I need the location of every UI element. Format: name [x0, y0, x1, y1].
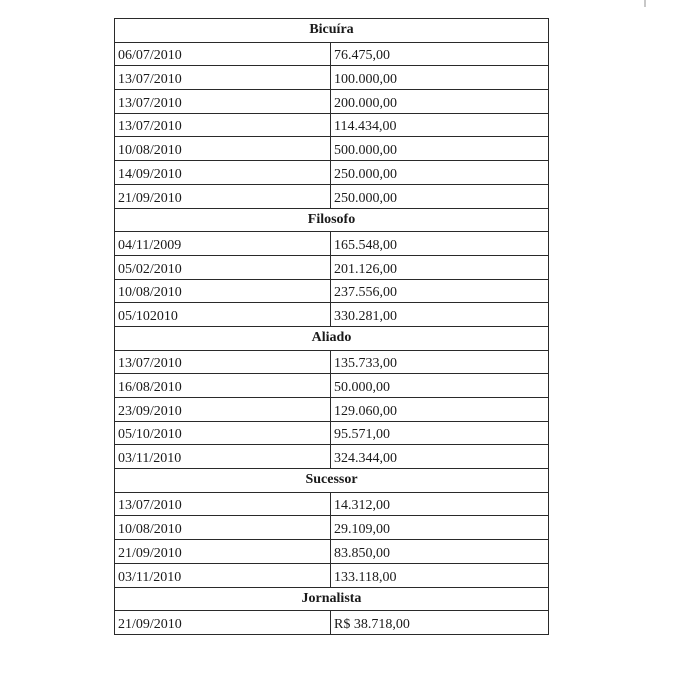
- date-cell: 05/102010: [115, 303, 331, 327]
- section-title: Jornalista: [115, 587, 549, 611]
- amount-cell: 200.000,00: [331, 90, 549, 114]
- date-cell: 04/11/2009: [115, 232, 331, 256]
- table-row: [115, 303, 549, 327]
- amount-cell: 14.312,00: [331, 492, 549, 516]
- table-row: [115, 350, 549, 374]
- amount-cell: 201.126,00: [331, 255, 549, 279]
- table-row: [115, 66, 549, 90]
- date-cell: 10/08/2010: [115, 516, 331, 540]
- date-cell: 14/09/2010: [115, 161, 331, 185]
- amount-cell: 100.000,00: [331, 66, 549, 90]
- table-row: [115, 563, 549, 587]
- table-row: [115, 113, 549, 137]
- table-row: [115, 421, 549, 445]
- amount-cell: 133.118,00: [331, 563, 549, 587]
- amount-cell: 95.571,00: [331, 421, 549, 445]
- table-row: [115, 255, 549, 279]
- amount-cell: 165.548,00: [331, 232, 549, 256]
- date-cell: 13/07/2010: [115, 492, 331, 516]
- date-cell: 03/11/2010: [115, 445, 331, 469]
- date-cell: 05/10/2010: [115, 421, 331, 445]
- table-row: [115, 184, 549, 208]
- section-header-row: [115, 587, 549, 611]
- table-row: [115, 492, 549, 516]
- amount-cell: 500.000,00: [331, 137, 549, 161]
- amount-cell: 330.281,00: [331, 303, 549, 327]
- section-header-row: [115, 469, 549, 493]
- date-cell: 16/08/2010: [115, 374, 331, 398]
- section-title: Aliado: [115, 326, 549, 350]
- amount-cell: 29.109,00: [331, 516, 549, 540]
- amount-cell: 250.000,00: [331, 161, 549, 185]
- date-cell: 05/02/2010: [115, 255, 331, 279]
- date-cell: 23/09/2010: [115, 398, 331, 422]
- date-cell: 13/07/2010: [115, 66, 331, 90]
- table-row: [115, 161, 549, 185]
- section-header-row: [115, 326, 549, 350]
- date-cell: 10/08/2010: [115, 137, 331, 161]
- table-row: [115, 374, 549, 398]
- table-row: [115, 398, 549, 422]
- date-cell: 21/09/2010: [115, 184, 331, 208]
- date-cell: 13/07/2010: [115, 113, 331, 137]
- table-row: [115, 279, 549, 303]
- table-row: [115, 90, 549, 114]
- amount-cell: 135.733,00: [331, 350, 549, 374]
- amount-cell: R$ 38.718,00: [331, 611, 549, 635]
- date-cell: 13/07/2010: [115, 90, 331, 114]
- section-header-row: [115, 19, 549, 43]
- amount-cell: 237.556,00: [331, 279, 549, 303]
- table-row: [115, 137, 549, 161]
- table-row: [115, 445, 549, 469]
- amount-cell: 129.060,00: [331, 398, 549, 422]
- amount-cell: 50.000,00: [331, 374, 549, 398]
- amount-cell: 76.475,00: [331, 42, 549, 66]
- section-header-row: [115, 208, 549, 232]
- table-row: [115, 232, 549, 256]
- table-row: [115, 516, 549, 540]
- amount-cell: 324.344,00: [331, 445, 549, 469]
- table-row: [115, 42, 549, 66]
- date-cell: 13/07/2010: [115, 350, 331, 374]
- amount-cell: 114.434,00: [331, 113, 549, 137]
- date-cell: 06/07/2010: [115, 42, 331, 66]
- date-cell: 21/09/2010: [115, 540, 331, 564]
- section-title: Sucessor: [115, 469, 549, 493]
- date-cell: 03/11/2010: [115, 563, 331, 587]
- table-row: [115, 540, 549, 564]
- section-title: Filosofo: [115, 208, 549, 232]
- table-row: [115, 611, 549, 635]
- amount-cell: 83.850,00: [331, 540, 549, 564]
- amount-cell: 250.000,00: [331, 184, 549, 208]
- date-cell: 21/09/2010: [115, 611, 331, 635]
- section-title: Bicuíra: [115, 19, 549, 43]
- scan-artifact-mark: [644, 0, 646, 7]
- payments-table: [114, 18, 549, 635]
- date-cell: 10/08/2010: [115, 279, 331, 303]
